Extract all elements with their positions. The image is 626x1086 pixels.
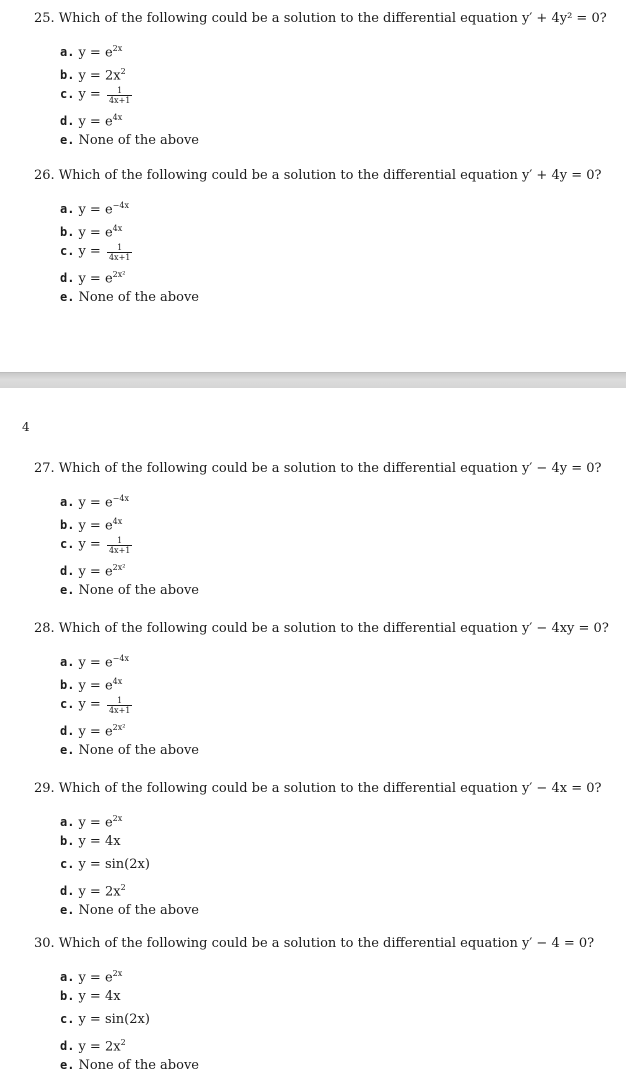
question-stem: 27. Which of the following could be a solution to the differential equation y′ − 4y = 0? [34, 461, 602, 476]
option-expression: y = 2x [78, 884, 121, 900]
option-expression: None of the above [78, 583, 199, 598]
option-letter: e. [60, 290, 75, 304]
option-exponent: −4x [112, 494, 129, 503]
option-letter: d. [60, 271, 75, 286]
option-letter: d. [60, 884, 75, 899]
option-letter: c. [60, 244, 75, 258]
option-exponent: 2 [120, 1038, 126, 1047]
option-exponent: 4x [112, 113, 123, 122]
option-expression: y = 2x [78, 68, 121, 84]
answer-option [60, 716, 619, 739]
fraction [107, 243, 132, 262]
answer-option [60, 533, 619, 556]
option-expression: None of the above [78, 133, 199, 148]
option-letter: e. [60, 743, 75, 757]
fraction-denominator: 4x+1 [108, 546, 131, 555]
answer-option [60, 194, 619, 217]
option-expression: y = e [78, 970, 113, 986]
option-exponent: 4x [112, 517, 123, 526]
option-expression: y = [78, 87, 105, 102]
answer-option [60, 579, 619, 602]
answer-option [60, 37, 619, 60]
fraction [107, 536, 132, 555]
answer-option [60, 510, 619, 533]
option-expression: y = e [78, 518, 113, 534]
option-expression: None of the above [78, 1058, 199, 1073]
option-letter: d. [60, 1039, 75, 1054]
fraction-numerator: 1 [117, 536, 123, 545]
option-letter: a. [60, 970, 75, 985]
option-exponent: −4x [112, 201, 129, 210]
option-letter: d. [60, 114, 75, 129]
answer-option [60, 83, 619, 106]
option-expression: y = e [78, 271, 113, 287]
option-exponent: 2x² [112, 270, 126, 279]
option-expression: y = e [78, 495, 113, 511]
answer-option [60, 60, 619, 83]
page-number: 4 [22, 420, 30, 434]
question-stem: 26. Which of the following could be a solution to the differential equation y′ + 4y = 0? [34, 168, 602, 183]
option-letter: b. [60, 989, 75, 1003]
answer-option [60, 670, 619, 693]
option-letter: a. [60, 815, 75, 830]
option-exponent: −4x [112, 654, 129, 663]
page-4 [0, 388, 626, 1086]
option-letter: b. [60, 678, 75, 693]
answer-option [60, 263, 619, 286]
fraction [107, 86, 132, 105]
option-expression: y = e [78, 678, 113, 694]
option-letter: c. [60, 697, 75, 711]
answer-option [60, 286, 619, 309]
answer-option [60, 556, 619, 579]
option-letter: b. [60, 225, 75, 240]
question-27 [34, 460, 619, 602]
option-exponent: 2x² [112, 723, 126, 732]
question-25 [34, 10, 619, 152]
option-exponent: 4x [112, 224, 123, 233]
option-expression: y = e [78, 655, 113, 671]
option-expression: y = [78, 697, 105, 712]
option-list [34, 962, 619, 1077]
question-30 [34, 935, 619, 1077]
answer-option [60, 1031, 619, 1054]
answer-option [60, 217, 619, 240]
option-expression: y = e [78, 45, 113, 61]
answer-option [60, 876, 619, 899]
fraction-denominator: 4x+1 [108, 253, 131, 262]
answer-option [60, 985, 619, 1008]
option-expression: y = 4x [78, 989, 121, 1004]
option-letter: d. [60, 724, 75, 739]
answer-option [60, 487, 619, 510]
option-letter: c. [60, 87, 75, 101]
question-29 [34, 780, 619, 922]
option-expression: y = e [78, 724, 113, 740]
option-letter: a. [60, 45, 75, 60]
option-expression: y = e [78, 815, 113, 831]
answer-option [60, 129, 619, 152]
option-exponent: 2x [112, 969, 123, 978]
answer-option [60, 830, 619, 853]
option-expression: None of the above [78, 290, 199, 305]
answer-option [60, 739, 619, 762]
answer-option [60, 106, 619, 129]
option-expression: y = 2x [78, 1039, 121, 1055]
option-expression: None of the above [78, 903, 199, 918]
question-28 [34, 620, 619, 762]
option-expression: y = e [78, 202, 113, 218]
page-top [0, 0, 626, 372]
option-letter: e. [60, 1058, 75, 1072]
option-letter: b. [60, 518, 75, 533]
option-letter: b. [60, 834, 75, 848]
answer-option [60, 853, 619, 876]
option-letter: a. [60, 655, 75, 670]
answer-option [60, 962, 619, 985]
option-letter: e. [60, 903, 75, 917]
fraction-numerator: 1 [117, 696, 123, 705]
option-letter: a. [60, 202, 75, 217]
option-expression: y = e [78, 564, 113, 580]
option-list [34, 647, 619, 762]
answer-option [60, 693, 619, 716]
option-letter: c. [60, 1012, 75, 1026]
answer-option [60, 1008, 619, 1031]
option-expression: y = [78, 537, 105, 552]
option-exponent: 2x² [112, 563, 126, 572]
answer-option [60, 807, 619, 830]
option-list [34, 37, 619, 152]
option-expression: y = e [78, 225, 113, 241]
option-letter: c. [60, 537, 75, 551]
option-exponent: 2x [112, 814, 123, 823]
option-letter: c. [60, 857, 75, 871]
fraction-denominator: 4x+1 [108, 706, 131, 715]
option-letter: d. [60, 564, 75, 579]
question-stem: 30. Which of the following could be a solution to the differential equation y′ − 4 = 0? [34, 936, 595, 951]
option-expression: y = [78, 244, 105, 259]
fraction-denominator: 4x+1 [108, 96, 131, 105]
option-letter: a. [60, 495, 75, 510]
option-letter: e. [60, 133, 75, 147]
option-exponent: 4x [112, 677, 123, 686]
option-expression: None of the above [78, 743, 199, 758]
answer-option [60, 647, 619, 670]
question-stem: 29. Which of the following could be a solution to the differential equation y′ − 4x = 0? [34, 781, 602, 796]
option-expression: y = 4x [78, 834, 121, 849]
answer-option [60, 240, 619, 263]
option-list [34, 807, 619, 922]
option-expression: y = sin(2x) [78, 1012, 150, 1027]
fraction-numerator: 1 [117, 243, 123, 252]
fraction [107, 696, 132, 715]
option-letter: b. [60, 68, 75, 83]
option-expression: y = e [78, 114, 113, 130]
question-26 [34, 167, 619, 309]
option-letter: e. [60, 583, 75, 597]
option-expression: y = sin(2x) [78, 857, 150, 872]
option-exponent: 2 [120, 883, 126, 892]
answer-option [60, 1054, 619, 1077]
answer-option [60, 899, 619, 922]
question-stem: 25. Which of the following could be a solution to the differential equation y′ + 4y² = 0? [34, 11, 607, 26]
question-stem: 28. Which of the following could be a solution to the differential equation y′ − 4xy = 0? [34, 621, 609, 636]
option-exponent: 2x [112, 44, 123, 53]
option-exponent: 2 [120, 67, 126, 76]
fraction-numerator: 1 [117, 86, 123, 95]
option-list [34, 487, 619, 602]
option-list [34, 194, 619, 309]
